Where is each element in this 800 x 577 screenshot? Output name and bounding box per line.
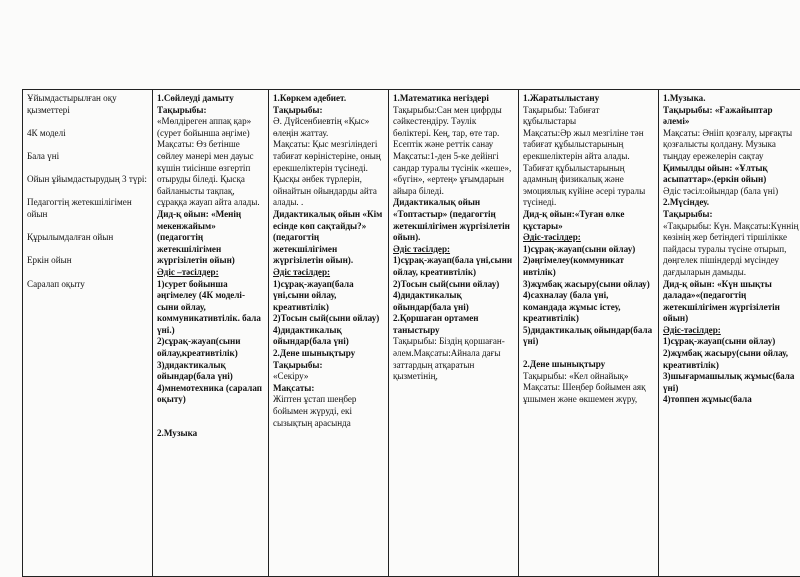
category-label: Еркін ойын [27, 255, 72, 266]
plan-text-line: «Мөлдіреген аппақ қар» (сурет бойынша әңгіме) [157, 116, 252, 138]
plan-text-line: Әдіс тәсілдер: [393, 243, 451, 254]
plan-text-line: Мақсаты: [273, 382, 315, 393]
plan-text-line: 4)топпен жұмыс(бала [663, 394, 752, 405]
plan-text-line: 2)жұмбақ жасыру(сыни ойлау, креативтілік) [663, 348, 789, 370]
plan-text-line: Ә. Дүйсенбиевтің «Қыс» өлеңін жаттау. [273, 116, 370, 138]
plan-text-line: 3)шығармашылық жұмыс(бала үні) [663, 371, 795, 393]
category-label: Педагогтің жетекшілігімен ойын [27, 197, 132, 219]
plan-text-line: 1)сұрақ-жауап(сыни ойлау) [663, 336, 776, 347]
plan-text-line: Әдіс-тәсілдер: [663, 324, 721, 335]
category-label: Саралап оқыту [27, 278, 85, 289]
plan-text-line: Тақырыбы: [157, 104, 207, 115]
plan-text-line: Әдіс тәсілдер: [273, 266, 331, 277]
plan-text-line: Мақсаты: Өз бетінше сөйлеу мәнері мен дауыс күшін тиісінше өзгертіп отыруды біледі. Қысқа байланысты тақпақ, сұраққа жауап айта алады. [157, 139, 260, 208]
category-spacer [27, 186, 148, 198]
plan-text-line: 4)дидактикалық ойындар(бала үні) [273, 324, 349, 347]
plan-text-line: 1)сұрақ-жауап(бала үні,сыни ойлау, креативтілік) [393, 255, 513, 277]
day-column-3 [389, 90, 519, 577]
plan-text-line: 2.Дене шынықтыру [273, 348, 356, 359]
spacer [157, 406, 264, 428]
plan-text-line: 4)сахналау (бала үні, командада жұмыс істеу, креативтілік) [523, 290, 621, 324]
plan-text-line: 1)сұрақ-жауап(сыни ойлау) [523, 243, 636, 254]
plan-text-line: Мақсаты: Әнііп қозғалу, ырғақты қозғалысты қолдану. Музыка тыңдау ережелерін сақтау [663, 127, 793, 161]
plan-text-line: Тақырыбы: Табиғат құбылыстары [523, 104, 600, 127]
plan-text-line: Жіптен ұстап шеңбер бойымен жүруді, екі сызықтың арасында [273, 394, 357, 428]
plan-text-line: Мақсаты:1-ден 5-ке дейінгі сандар туралы түсінік «кеше», «бүгін», «ертең» ұғымдарын айыра біледі. [393, 150, 512, 196]
lesson-plan-table [22, 89, 800, 577]
plan-text-line: 2.Дене шынықтыру [523, 359, 606, 370]
plan-text-line: Дид-қ ойын: «Күн шықты далада»«(педагогтің жетекшілігімен жүргізілетін ойын) [663, 278, 780, 324]
plan-text-line: Тақырыбы: «Кел ойнайық» [523, 370, 629, 381]
category-label: 4К моделі [27, 127, 66, 138]
category-spacer [27, 267, 148, 279]
plan-text-line: Мақсаты:Әр жыл мезгіліне тән табиғат құбылыстарының ерекшеліктерін айта алады. [523, 127, 644, 161]
plan-text-line: Дидактикалық ойын «Топтастыр» (педагогтің жетекшілігімен жүргізілетін ойын). [393, 197, 510, 243]
plan-text-line: Табиғат құбылыстарының адамның физикалық және эмоциялық күйіне әсері туралы түсінеді. [523, 162, 646, 208]
left-category-column [23, 90, 153, 577]
day-column-5 [659, 90, 800, 577]
category-spacer [27, 116, 148, 128]
plan-text-line: «Тақырыбы: Күн. Мақсаты:Күннің көзінің жер бетіндегі тіршілікке пайдасы туралы түсіне отырып, дөңгелек пішіндерді мүсіндеу дағдыларын дамыды. [663, 220, 799, 277]
plan-text-line: 4)мнемотехника (саралап оқыту) [157, 382, 262, 405]
plan-text-line: 2.Қоршаған ортамен таныстыру [393, 313, 479, 335]
plan-text-line: 2)әңгімелеу(коммуникат ивтілік) [523, 255, 625, 277]
plan-text-line: 4)дидактикалық ойындар(бала үні) [393, 290, 469, 312]
plan-text-line: «Секіру» [273, 371, 309, 382]
day-column-2 [269, 90, 389, 577]
plan-text-line: 5)дидактикалық ойындар(бала үні) [523, 324, 653, 347]
plan-text-line: 3)жұмбақ жасыру(сыни ойлау) [523, 278, 650, 289]
plan-text-line: 1)сурет бойынша әңгімелеу (4К моделі-сыни ойлау, коммуникативтілік. бала үні.) [157, 278, 261, 335]
plan-text-line: Қимылды ойын: «Ұлтық асыпаттар».(еркін ойын) [663, 162, 768, 185]
plan-text-line: 1.Сөйлеуді дамыту [157, 93, 234, 103]
plan-text-line: 1.Жаратылыстану [523, 93, 600, 103]
spacer [523, 348, 654, 359]
plan-text-line: Әдіс-тәсілдер: [523, 232, 581, 243]
table-row [23, 90, 800, 577]
category-label: Ұйымдастырылған оқу қызметтері [27, 93, 117, 115]
category-label: Ойын ұйымдастырудың 3 түрі: [27, 174, 147, 185]
plan-text-line: Тақырыбы: [663, 208, 713, 219]
plan-text-line: 1)сұрақ-жауап(бала үні,сыни ойлау, креативтілік) [273, 278, 354, 312]
plan-text-line: Мақсаты: Қыс мезгіліндегі табиғат көріністеріне, оның ерекшеліктерін түсінеді. Қысқы әнбек түрлерін, ойнайтын ойындарды айта алады. . [273, 139, 381, 208]
plan-text-line: Мақсаты: Шеңбер бойымен аяқ ұшымен және өкшемен жүру, [523, 382, 646, 404]
plan-text-line: Тақырыбы: «Ғажайыптар әлемі» [663, 104, 773, 127]
plan-text-line: 2.Мүсіндеу. [663, 197, 710, 208]
plan-text-line: 3)дидактикалық ойындар(бала үні) [157, 359, 233, 382]
plan-text-line: Әдіс –тәсілдер: [157, 266, 219, 277]
plan-text-line: 2)Тосын сый(сыни ойлау) [273, 313, 380, 324]
plan-text-line: Тақырыбы: [273, 359, 323, 370]
category-spacer [27, 221, 148, 233]
category-label: Бала үні [27, 150, 60, 161]
day-column-4 [519, 90, 659, 577]
day-column-1 [153, 90, 269, 577]
plan-text-line: Тақырыбы:Сан мен цифрды сәйкестендіру. Тәулік бөліктері. Кең, тар, өте тар. Есептік және реттік санау [393, 104, 502, 150]
plan-text-line: 1.Математика негіздері [393, 93, 489, 103]
plan-text-line: 2)сұрақ-жауап(сыни ойлау,креативтілік) [157, 336, 241, 359]
plan-text-line: Дид-қ ойын:«Туған өлке құстары» [523, 208, 625, 231]
plan-text-line: әлем.Мақсаты:Айнала дағы заттардың атқаратын қызметінің, [393, 348, 501, 382]
category-spacer [27, 244, 148, 256]
plan-text-line: 2.Музыка [157, 428, 198, 439]
plan-text-line: 2)Тосын сый(сыни ойлау) [393, 278, 500, 289]
plan-text-line: 1.Музыка. [663, 93, 706, 103]
plan-text-line: Дидактикалық ойын «Кім есінде көп сақтайды?» (педагогтің жетекшілігімен жүргізілетін ойын). [273, 208, 383, 266]
category-spacer [27, 163, 148, 175]
category-label: Құрылымдалған ойын [27, 232, 114, 243]
plan-text-line: Дид-қ ойын: «Менің мекенжайым» (педагогтің жетекшілігімен жүргізілетін ойын) [157, 208, 242, 266]
category-spacer [27, 139, 148, 151]
plan-text-line: Тақырыбы: [273, 104, 323, 115]
plan-text-line: Тақырыбы: Біздің қоршаған- [393, 336, 505, 347]
plan-text-line: 1.Көркем әдебиет. [273, 93, 347, 103]
plan-text-line: Әдіс тәсіл:ойындар (бала үні) [663, 185, 779, 196]
